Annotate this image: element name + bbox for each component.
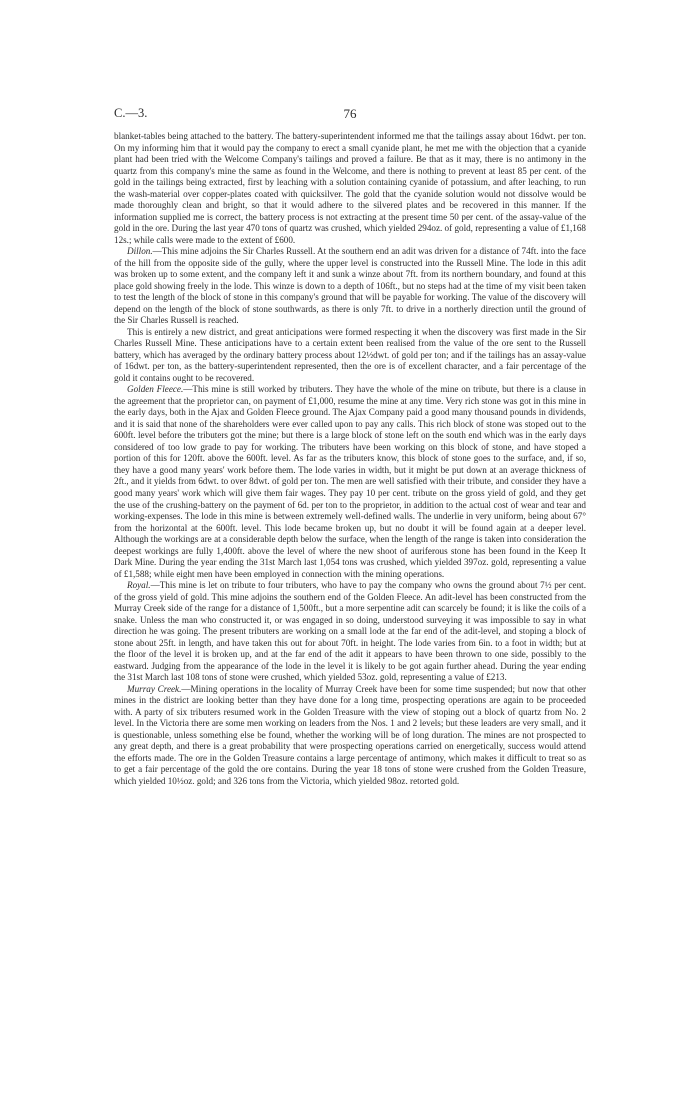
page-number: 76: [343, 106, 357, 121]
paragraph-text: —This mine is let on tribute to four tributers, who have to pay the company who owns the ground about 7½ per cent. of the gross yield of gold. This mine adjoins the southern end of the Golden Fleece. An adit-level has been constructed from the Murray Creek side of the range for a distance of 1,500ft., but a more serpentine adit can scarcely be found; it is like the coils of a snake. Unless the man who constructed it, or was engaged in so doing, understood surveying it was impossible to say in what direction he was going. The present tributers are working on a small lode at the far end of the adit-level, and stoping a block of stone about 25ft. in length, and have taken this out for about 70ft. in height. The lode varies from 6in. to a foot in width; but at the floor of the level it is broken up, and at the far end of the adit it appears to have been thrown to one side, possibly to the eastward. Judging from the appearance of the lode in the level it is likely to be got again further ahead. During the year ending the 31st March last 108 tons of stone were crushed, which yielded 53oz. gold, representing a value of £213.: [114, 580, 586, 683]
section-heading: Golden Fleece.: [127, 384, 184, 395]
paragraph-murray-creek: [114, 684, 586, 788]
section-heading: Royal.: [127, 580, 151, 591]
paragraph-new-district: [114, 327, 586, 385]
paragraph-text: —This mine is still worked by tributers. They have the whole of the mine on tribute, but there is a clause in the agreement that the proprietor can, on payment of £1,000, resume the mine at any time. Very rich stone was got in this mine in the early days, both in the Ajax and Golden Fleece ground. The Ajax Company paid a good many thousand pounds in dividends, and it is said that none of the shareholders were ever called upon to pay any calls. This rich block of stone was stoped out to the 600ft. level before the tributers got the mine; but there is a large block of stone left on the south end which was in the early days considered of too low grade to pay for working. The tributers have been working on this block of stone, and have stoped a portion of this for 120ft. above the 600ft. level. As far as the tributers know, this block of stone goes to the surface, and, if so, they have a good many years' work before them. The lode varies in width, but it might be put down at an average thickness of 2ft., and it yields from 6dwt. to over 8dwt. of gold per ton. The men are well satisfied with their tribute, and consider they have a good many years' work which will give them fair wages. They pay 10 per cent. tribute on the gross yield of gold, and they get the use of the crushing-battery on the payment of 6d. per ton to the proprietor, in addition to the actual cost of wear and tear and working-expenses. The lode in this mine is between extremely well-defined walls. The underlie in very uniform, being about 67° from the horizontal at the 600ft. level. This lode became broken up, but no doubt it will be found again at a deeper level. Although the workings are at a considerable depth below the surface, when the length of the range is taken into consideration the deepest workings are fully 1,400ft. above the level of where the new shoot of auriferous stone has been found in the Keep It Dark Mine. During the year ending the 31st March last 1,054 tons was crushed, which yielded 397oz. gold, representing a value of £1,588; while eight men have been employed in connection with the mining operations.: [114, 384, 586, 579]
paragraph-text: —This mine adjoins the Sir Charles Russell. At the southern end an adit was driven for a distance of 74ft. into the face of the hill from the opposite side of the gully, where the upper level is constructed into the Russell Mine. The lode in this adit was broken up to some extent, and the company left it and sunk a winze about 7ft. from its northern boundary, and found at this place gold showing freely in the lode. This winze is down to a depth of 106ft., but no steps had at the time of my visit been taken to test the length of the block of stone in this company's ground that will be payable for working. The value of the discovery will depend on the length of the block of stone southwards, as there is only 7ft. to drive in a northerly direction until the ground of the Sir Charles Russell is reached.: [114, 246, 586, 326]
paragraph-text: —Mining operations in the locality of Murray Creek have been for some time suspended; but now that other mines in the district are looking better than they have done for a long time, prospecting operations are again to be proceeded with. A party of six tributers resumed work in the Golden Treasure with the view of stoping out a block of quartz from No. 2 level. In the Victoria there are some men working on leaders from the Nos. 1 and 2 levels; but these leaders are very small, and it is questionable, unless something else be found, whether the working will be of long duration. The mines are not prospected to any great depth, and there is a great probability that were prospecting operations carried on energetically, success would attend the efforts made. The ore in the Golden Treasure contains a large percentage of antimony, which makes it difficult to treat so as to get a fair percentage of the gold the ore contains. During the year 18 tons of stone were crushed from the Golden Treasure, which yielded 10½oz. gold; and 326 tons from the Victoria, which yielded 98oz. retorted gold.: [114, 683, 586, 786]
section-heading: Murray Creek.: [127, 683, 182, 694]
paper-reference: C.—3.: [114, 106, 148, 120]
section-heading: Dillon.: [127, 246, 153, 257]
paragraph-continuation: [114, 131, 586, 246]
page-header: [114, 106, 586, 126]
body-text: [114, 131, 586, 787]
paragraph-dillon: [114, 246, 586, 327]
paragraph-royal: [114, 580, 586, 684]
paragraph-text: blanket-tables being attached to the battery. The battery-superintendent informed me that the tailings assay about 16dwt. per ton. On my informing him that it would pay the company to erect a small cyanide plant, he met me with the objection that a cyanide plant had been tried with the Welcome Company's tailings and proved a failure. Be that as it may, there is no antimony in the quartz from this company's mine the same as found in the Welcome, and there is nothing to prevent at least 85 per cent. of the gold in the tailings being extracted, first by leaching with a solution containing cyanide of potassium, and after leaching, to run the wash-material over copper-plates coated with quicksilver. The gold that the cyanide solution would not dissolve would be made thoroughly clean and bright, so that it would adhere to the silvered plates and be recovered in this manner. If the information supplied me is correct, the battery process is not extracting at the present time 50 per cent. of the assay-value of the gold in the ore. During the last year 470 tons of quartz was crushed, which yielded 294oz. of gold, representing a value of £1,168 12s.; while calls were made to the extent of £600.: [114, 131, 586, 245]
paragraph-golden-fleece: [114, 384, 586, 580]
paragraph-text: This is entirely a new district, and great anticipations were formed respecting it when the discovery was first made in the Sir Charles Russell Mine. These anticipations have to a certain extent been realised from the value of the ore sent to the Russell battery, which has averaged by the ordinary battery process about 12½dwt. of gold per ton; and if the tailings has an assay-value of 16dwt. per ton, as the battery-superintendent represented, then the ore is of excellent character, and a fair percentage of the gold it contains ought to be recovered.: [114, 326, 586, 383]
